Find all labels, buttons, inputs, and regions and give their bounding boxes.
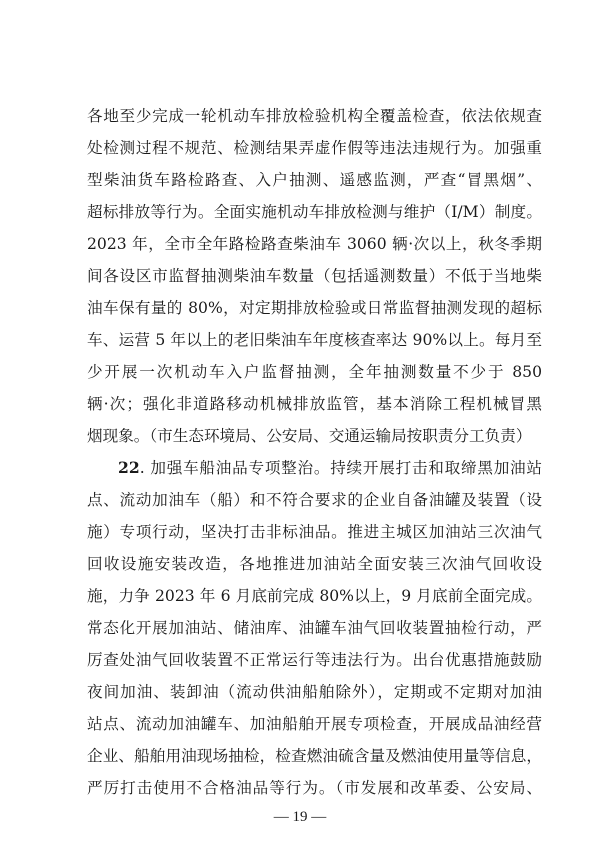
text-line: 常态化开展加油站、储油库、油罐车油气回收装置抽检行动，严 [87,619,542,637]
text-line: 回收设施安装改造，各地推进加油站全面安装三次油气回收设 [87,555,542,573]
text-line: 站点、流动加油罐车、加油船舶开展专项检查，开展成品油经营 [87,715,542,733]
text-line: 严厉打击使用不合格油品等行为。（市发展和改革委、公安局、 [87,779,542,797]
section-22-heading-line [118,454,542,482]
text-line: 2023 年，全市全年路检路查柴油车 3060 辆·次以上，秋冬季期 [87,235,542,253]
text-line: 烟现象。（市生态环境局、公安局、交通运输局按职责分工负责） [87,427,532,445]
text-line: 型柴油货车路检路查、入户抽测、遥感监测，严查“冒黑烟”、 [87,171,542,189]
text-line: 辆·次；强化非道路移动机械排放监管，基本消除工程机械冒黑 [87,395,542,413]
text-line: 少开展一次机动车入户监督抽测，全年抽测数量不少于 850 [87,363,542,381]
text-line: 厉查处油气回收装置不正常运行等违法行为。出台优惠措施鼓励 [87,651,542,669]
text-line: 点、流动加油车（船）和不符合要求的企业自备油罐及装置（设 [87,491,542,509]
page-number: — 19 — [273,809,327,825]
text-line: 间各设区市监督抽测柴油车数量（包括遥测数量）不低于当地柴 [87,267,542,285]
text-line: 夜间加油、装卸油（流动供油船舶除外），定期或不定期对加油 [87,683,542,701]
text-line: 超标排放等行为。全面实施机动车排放检测与维护（I/M）制度。 [87,203,542,221]
text-line: 施，力争 2023 年 6 月底前完成 80%以上，9 月底前全面完成。 [87,587,542,605]
text-line: 油车保有量的 80%，对定期排放检验或日常监督抽测发现的超标 [87,299,542,317]
text-line: 处检测过程不规范、检测结果弄虚作假等违法违规行为。加强重 [87,139,542,157]
text-line: 企业、船舶用油现场抽检，检查燃油硫含量及燃油使用量等信息， [87,747,542,765]
section-number: 22 [118,458,140,477]
text-line: 各地至少完成一轮机动车排放检验机构全覆盖检查，依法依规查 [87,107,542,125]
text-line: 车、运营 5 年以上的老旧柴油车年度核查率达 90%以上。每月至 [87,331,542,349]
text-line: 施）专项行动，坚决打击非标油品。推进主城区加油站三次油气 [87,523,542,541]
section-22-first-line: . 加强车船油品专项整治。持续开展打击和取缔黑加油站 [139,459,542,477]
